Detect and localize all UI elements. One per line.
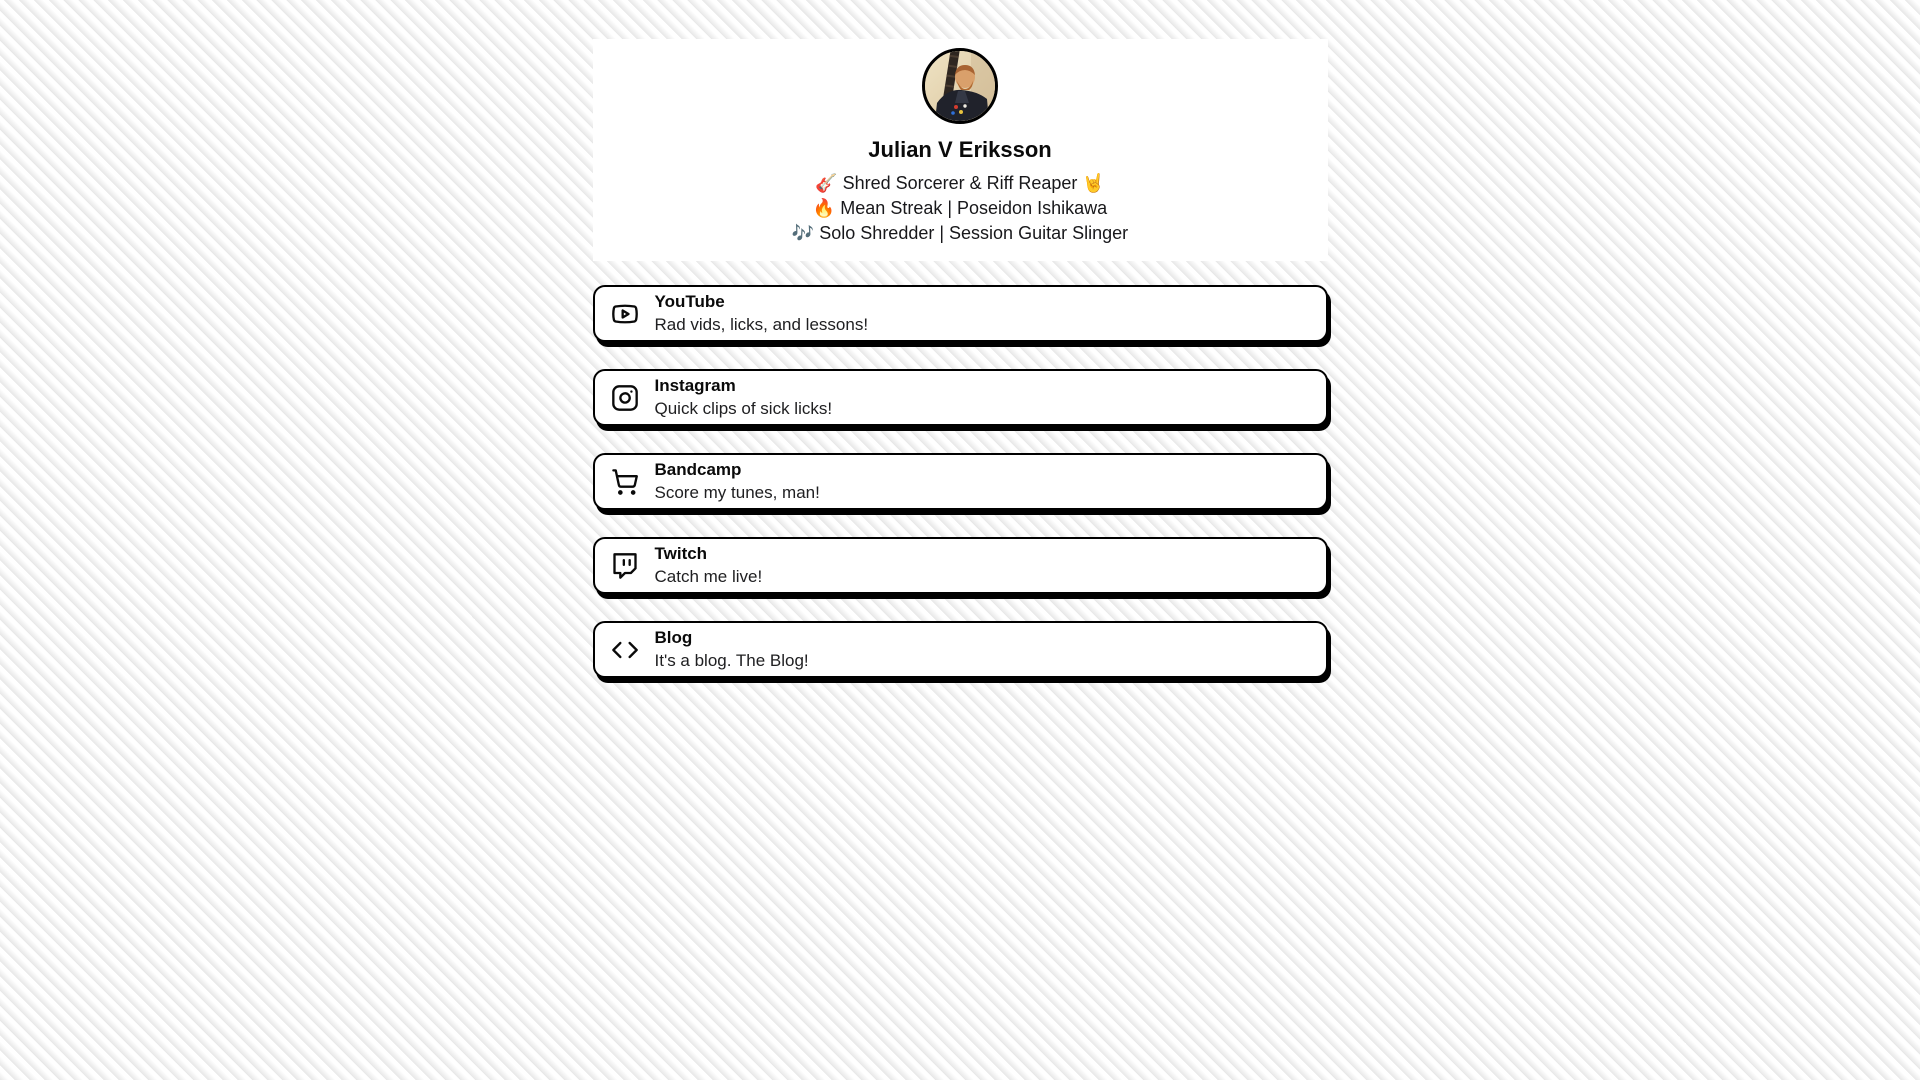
twitch-icon xyxy=(611,552,639,580)
link-text xyxy=(655,544,763,587)
link-subtitle: Catch me live! xyxy=(654,566,763,586)
link-title: YouTube xyxy=(654,292,725,312)
link-card-blog[interactable] xyxy=(593,621,1328,678)
link-card-instagram[interactable] xyxy=(593,369,1328,426)
link-card-youtube[interactable] xyxy=(593,285,1328,342)
link-subtitle: Score my tunes, man! xyxy=(654,482,820,502)
link-title: Twitch xyxy=(654,544,708,564)
profile-header xyxy=(593,39,1328,261)
link-subtitle: Quick clips of sick licks! xyxy=(654,398,833,418)
link-title: Instagram xyxy=(654,376,736,396)
profile-bio xyxy=(792,171,1128,246)
link-card-bandcamp[interactable] xyxy=(593,453,1328,510)
link-text xyxy=(655,460,820,503)
bio-line-1: 🎸 Shred Sorcerer & Riff Reaper 🤘 xyxy=(815,172,1105,193)
avatar xyxy=(922,48,998,124)
link-title: Bandcamp xyxy=(654,460,742,480)
link-title: Blog xyxy=(654,628,693,648)
youtube-play-icon xyxy=(611,300,639,328)
link-in-bio-column xyxy=(593,0,1328,678)
link-subtitle: Rad vids, licks, and lessons! xyxy=(654,314,869,334)
link-text xyxy=(655,292,869,335)
profile-name: Julian V Eriksson xyxy=(868,137,1052,162)
link-text xyxy=(655,628,809,671)
instagram-camera-icon xyxy=(611,384,639,412)
avatar-illustration xyxy=(925,51,995,121)
link-subtitle: It's a blog. The Blog! xyxy=(654,650,809,670)
code-brackets-icon xyxy=(611,636,639,664)
shopping-cart-icon xyxy=(611,468,639,496)
link-card-twitch[interactable] xyxy=(593,537,1328,594)
link-text xyxy=(655,376,833,419)
bio-line-3: 🎶 Solo Shredder | Session Guitar Slinger xyxy=(791,222,1129,243)
bio-line-2: 🔥 Mean Streak | Poseidon Ishikawa xyxy=(812,197,1108,218)
